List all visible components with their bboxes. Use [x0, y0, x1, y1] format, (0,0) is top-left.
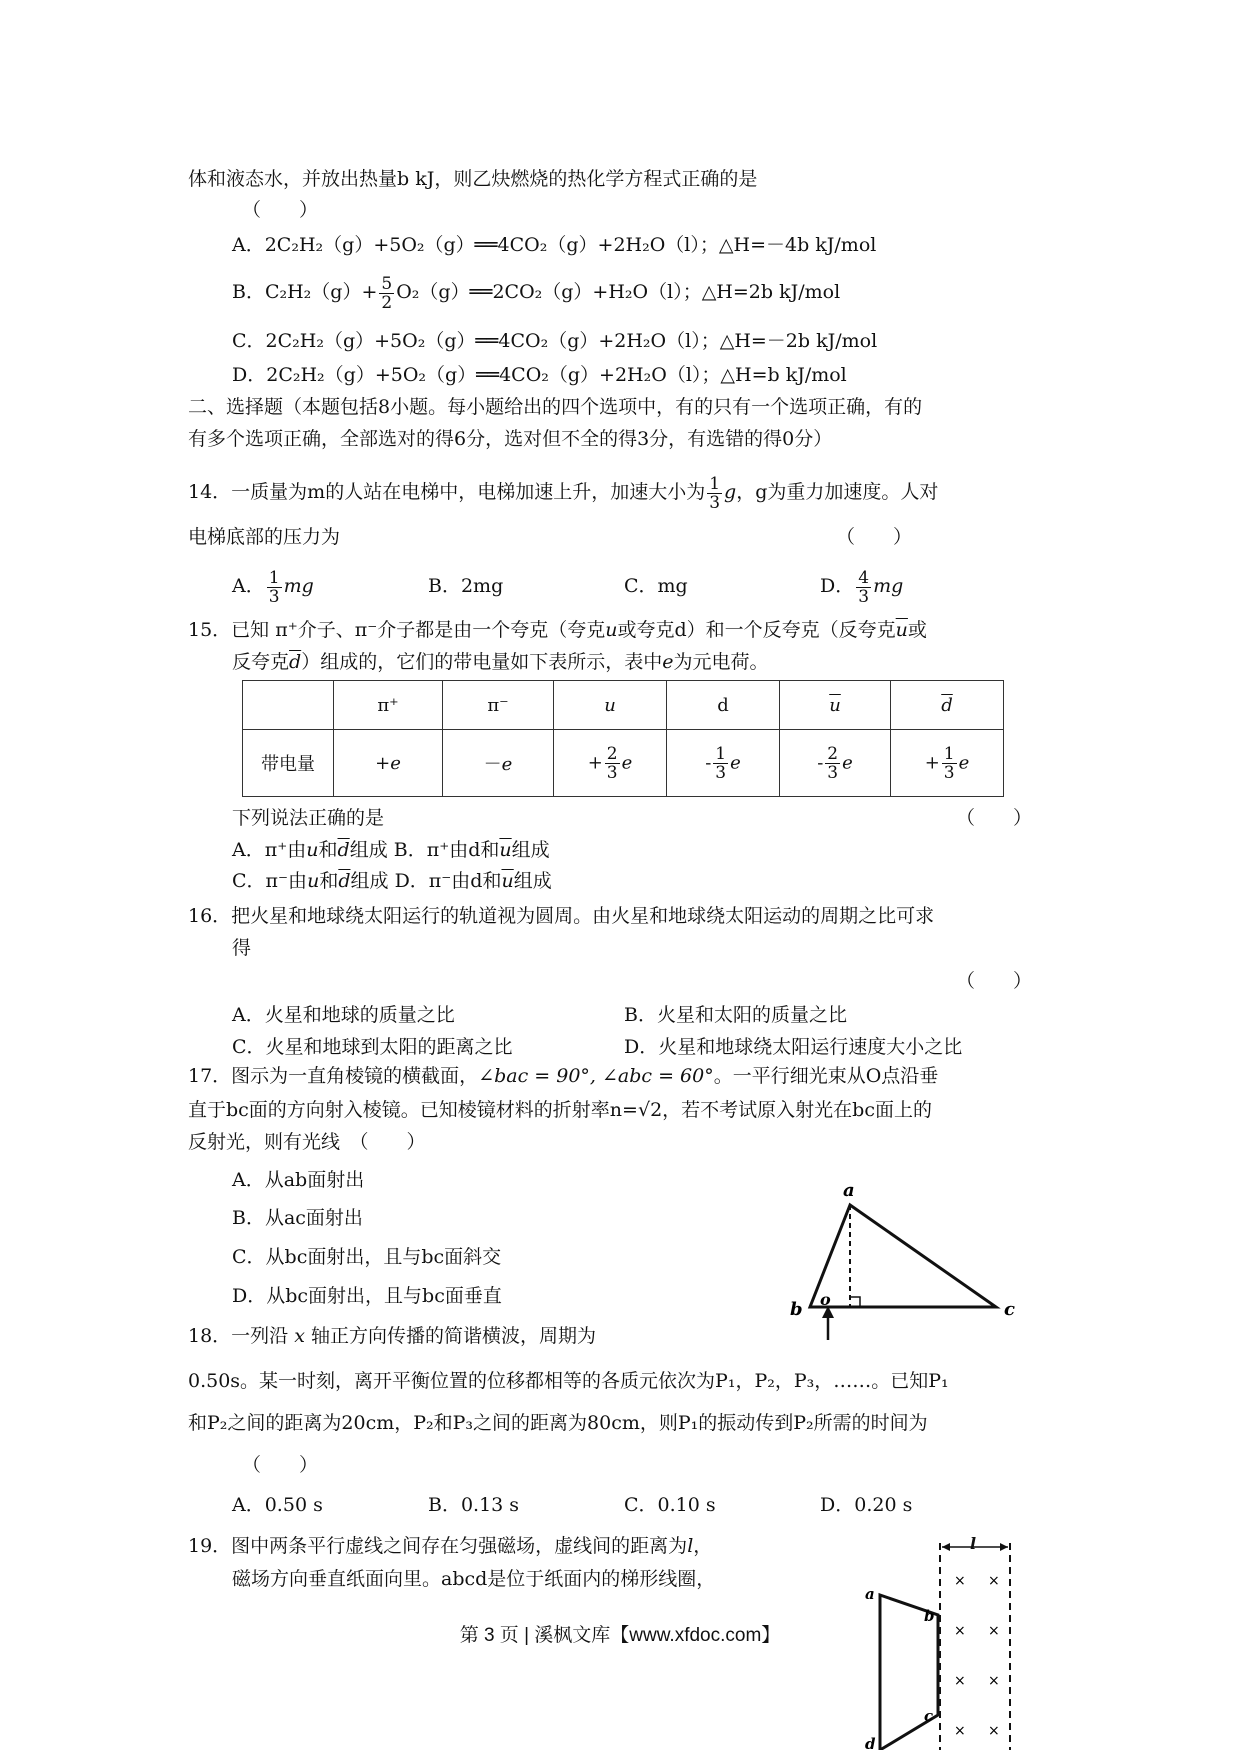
- q17-stem-line3: 反射光，则有光线 （ ）: [188, 1131, 426, 1153]
- q14-option-c: C．mg: [624, 575, 688, 597]
- q19-stem-line1: 19．图中两条平行虚线之间存在匀强磁场，虚线间的距离为l，: [188, 1535, 713, 1557]
- q15-stem-line2: 反夸克$\overline{d}$）组成的，它们的带电量如下表所示，表中e为元电荷。: [232, 651, 769, 673]
- q13-answer-paren: （ ）: [242, 199, 319, 221]
- field-mark-icon: ×: [954, 1573, 966, 1589]
- page-footer: 第 3 页 | 溪枫文库【www.xfdoc.com】: [459, 1625, 781, 1646]
- label-coil-a: a: [865, 1585, 875, 1603]
- section2-heading-line1: 二、选择题（本题包括8小题。每小题给出的四个选项中，有的只有一个选项正确，有的: [188, 396, 923, 418]
- q16-option-c: C．火星和地球到太阳的距离之比: [232, 1036, 513, 1058]
- q18-answer-paren: （ ）: [242, 1454, 319, 1476]
- q14-answer-paren: （ ）: [836, 526, 913, 548]
- prism-figure: [770, 1180, 1040, 1340]
- q17-option-a: A．从ab面射出: [232, 1169, 365, 1191]
- q19-stem-line2: 磁场方向垂直纸面向里。abcd是位于纸面内的梯形线圈，: [232, 1568, 716, 1590]
- field-mark-icon: ×: [988, 1723, 1000, 1739]
- table-cell: －e: [443, 730, 554, 797]
- table-cell: +e: [334, 730, 443, 797]
- q17-option-c: C．从bc面射出，且与bc面斜交: [232, 1246, 502, 1268]
- charge-table: [242, 680, 1004, 797]
- field-mark-icon: ×: [954, 1623, 966, 1639]
- prism-triangle: [810, 1205, 996, 1307]
- q13-option-b: B．C₂H₂（g）+ $\frac{5}{2}$ O₂（g）══2CO₂（g）+H₂O（l）；△H=2b kJ/mol: [232, 273, 841, 313]
- q18-option-b: B．0.13 s: [428, 1494, 520, 1516]
- table-header-cell: d: [667, 681, 780, 730]
- dimension-arrow-right-icon: [1000, 1543, 1008, 1551]
- field-mark-icon: ×: [954, 1723, 966, 1739]
- q16-stem-line1: 16．把火星和地球绕太阳运行的轨道视为圆周。由火星和地球绕太阳运动的周期之比可求: [188, 905, 935, 927]
- label-l: l: [970, 1535, 977, 1553]
- q18-stem-line1: 18．一列沿 x 轴正方向传播的简谐横波，周期为: [188, 1325, 597, 1347]
- q17-stem-line2: 直于bc面的方向射入棱镜。已知棱镜材料的折射率n=√2，若不考试原入射光在bc面上的: [188, 1099, 932, 1121]
- q17-option-d: D．从bc面射出，且与bc面垂直: [232, 1285, 502, 1307]
- label-coil-c: c: [924, 1707, 934, 1725]
- table-header-row: [243, 681, 1004, 730]
- field-mark-icon: ×: [988, 1673, 1000, 1689]
- q15-options-ab: A．π⁺由u和$\overline{d}$组成 B．π⁺由d和$\overline{u}$组成: [232, 839, 550, 861]
- table-header-cell: π⁻: [443, 681, 554, 730]
- field-mark-icon: ×: [954, 1673, 966, 1689]
- q13-option-a: A．2C₂H₂（g）+5O₂（g）══4CO₂（g）+2H₂O（l）；△H=－4b kJ/mol: [232, 234, 877, 256]
- table-cell: - $\frac{1}{3}$ e: [667, 730, 780, 797]
- q16-answer-paren: （ ）: [956, 970, 1033, 992]
- label-c: c: [1004, 1299, 1015, 1320]
- field-mark-icon: ×: [988, 1623, 1000, 1639]
- q13-stem-line: 体和液态水，并放出热量b kJ，则乙炔燃烧的热化学方程式正确的是: [188, 168, 758, 190]
- table-header-cell: $\overline{u}$: [780, 681, 891, 730]
- q16-option-b: B．火星和太阳的质量之比: [624, 1004, 847, 1026]
- q18-option-a: A．0.50 s: [232, 1494, 323, 1516]
- q15-question: 下列说法正确的是: [232, 807, 385, 829]
- table-header-cell: π⁺: [334, 681, 443, 730]
- q18-stem-line2: 0.50s。某一时刻，离开平衡位置的位移都相等的各质元依次为P₁，P₂，P₃，……。已知P₁: [188, 1370, 949, 1392]
- field-mark-icon: ×: [988, 1573, 1000, 1589]
- q14-stem-line1: 14．一质量为m的人站在电梯中，电梯加速上升，加速大小为 $\frac{1}{3}$ g，g为重力加速度。人对: [188, 473, 939, 513]
- label-coil-b: b: [924, 1607, 935, 1625]
- q16-option-a: A．火星和地球的质量之比: [232, 1004, 455, 1026]
- q18-stem-line3: 和P₂之间的距离为20cm，P₂和P₃之间的距离为80cm，则P₁的振动传到P₂所需的时间为: [188, 1412, 928, 1434]
- table-cell: + $\frac{1}{3}$ e: [891, 730, 1004, 797]
- table-header-cell: $\overline{d}$: [891, 681, 1004, 730]
- q17-option-b: B．从ac面射出: [232, 1207, 363, 1229]
- table-cell: + $\frac{2}{3}$ e: [554, 730, 667, 797]
- table-header-cell: u: [554, 681, 667, 730]
- q15-stem-line1: 15．已知 π⁺介子、π⁻介子都是由一个夸克（夸克u或夸克d）和一个反夸克（反夸克$\overline{u}$或: [188, 619, 927, 641]
- table-header-cell: [243, 681, 334, 730]
- q16-stem-line2: 得: [232, 937, 252, 959]
- label-coil-d: d: [865, 1735, 876, 1750]
- q16-option-d: D．火星和地球绕太阳运行速度大小之比: [624, 1036, 963, 1058]
- fraction-5-2: $\frac{5}{2}$: [381, 273, 393, 313]
- q15-options-cd: C．π⁻由u和$\overline{d}$组成 D．π⁻由d和$\overline{u}$组成: [232, 870, 552, 892]
- q14-option-d: D． $\frac{4}{3}$ mg: [820, 567, 904, 607]
- q18-option-d: D．0.20 s: [820, 1494, 913, 1516]
- q14-stem-line2: 电梯底部的压力为: [188, 526, 341, 548]
- dimension-arrow-left-icon: [942, 1543, 950, 1551]
- q13-option-c: C．2C₂H₂（g）+5O₂（g）══4CO₂（g）+2H₂O（l）；△H=－2b kJ/mol: [232, 330, 878, 352]
- q17-stem-line1: 17．图示为一直角棱镜的横截面，∠bac = 90°, ∠abc = 60°。一平行细光束从O点沿垂: [188, 1065, 939, 1087]
- q14-option-b: B．2mg: [428, 575, 504, 597]
- q15-answer-paren: （ ）: [956, 807, 1033, 829]
- q13-option-d: D．2C₂H₂（g）+5O₂（g）══4CO₂（g）+2H₂O（l）；△H=b kJ/mol: [232, 364, 847, 386]
- label-a: a: [843, 1180, 855, 1201]
- q18-option-c: C．0.10 s: [624, 1494, 716, 1516]
- table-row-label: 带电量: [243, 730, 334, 797]
- table-row: [243, 730, 1004, 797]
- section2-heading-line2: 有多个选项正确，全部选对的得6分，选对但不全的得3分，有选错的得0分）: [188, 428, 833, 450]
- table-cell: - $\frac{2}{3}$ e: [780, 730, 891, 797]
- label-o: o: [820, 1290, 831, 1309]
- q14-option-a: A． $\frac{1}{3}$ mg: [232, 567, 314, 607]
- label-b: b: [790, 1299, 803, 1320]
